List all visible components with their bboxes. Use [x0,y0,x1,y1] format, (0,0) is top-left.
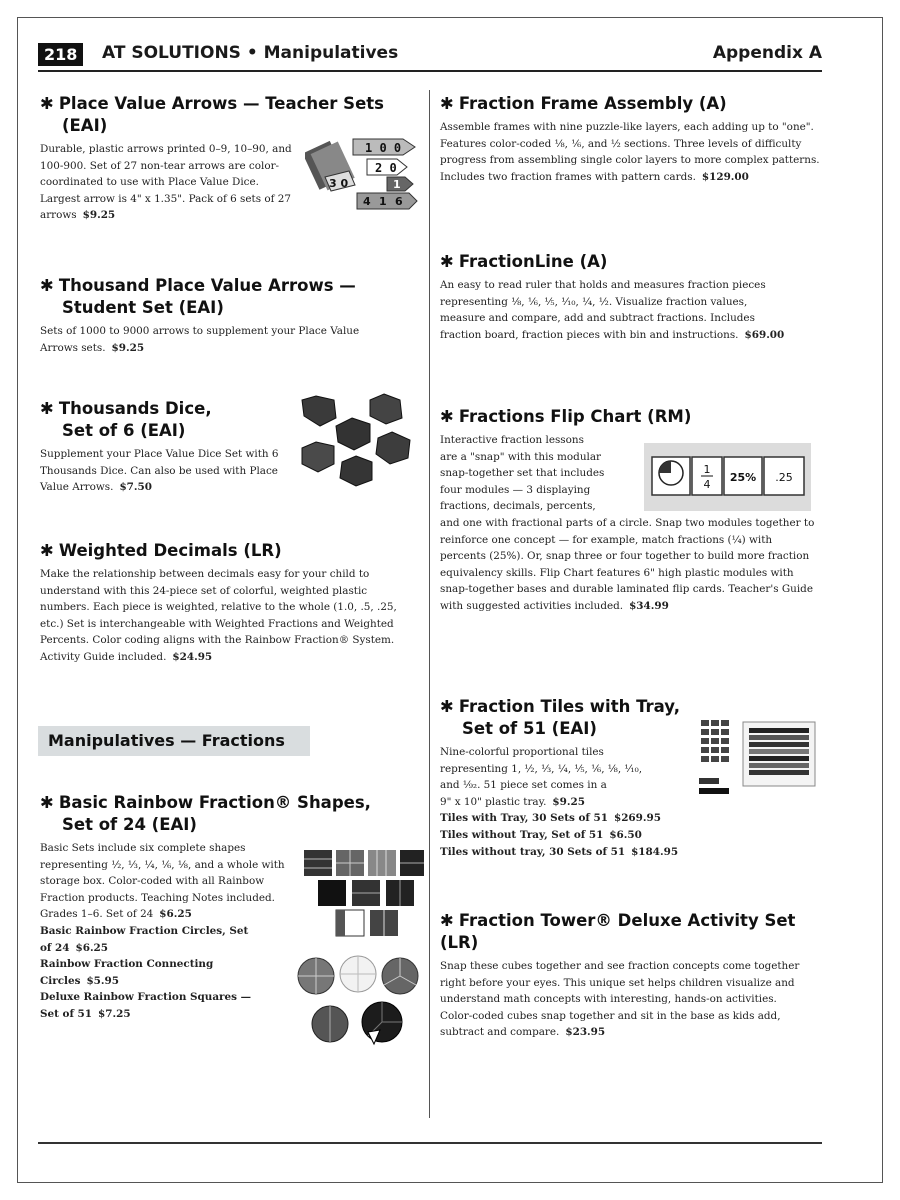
product-price: $9.25 [552,795,585,808]
svg-text:6: 6 [395,195,403,208]
star-icon: ✱ [40,793,54,812]
product-description: Snap these cubes together and see fraction concepts come together right before your eyes. This unique set helps children visualize and understand math concepts with interesting, hands-on activities. Color-coded cubes snap together and sit in the base as kids add, subtract and compare. $23.95 [440,960,800,1039]
svg-text:1: 1 [379,195,387,208]
product-description: Durable, plastic arrows printed 0–9, 10–90, and 100-900. Set of 27 non-tear arrows are color-coordinated to use with Place Value Dice. Largest arrow is 4" x 1.35". Pack of 6 sets of 27 arrows $9.25 [40,143,292,222]
product-fractionline [440,251,825,343]
product-description: Basic Sets include six complete shapes representing ½, ⅓, ¼, ⅙, ⅛, and a whole with storage box. Color-coded with all Rainbow Fraction products. Teaching Notes included. Grades 1–6. Set of 24 $6.25 [40,842,285,921]
svg-text:3 0: 3 0 [329,177,349,190]
product-price: $6.25 [159,908,192,921]
svg-text:4: 4 [363,195,371,208]
product-title: ✱ Thousand Place Value Arrows — Student Set (EAI) [40,276,356,317]
column-divider [429,90,430,1118]
product-thousand-arrows [40,275,415,356]
product-description: Sets of 1000 to 9000 arrows to supplement your Place Value Arrows sets. $9.25 [40,325,360,354]
star-icon: ✱ [40,276,54,295]
product-description: Assemble frames with nine puzzle-like layers, each adding up to "one". Features color-coded ⅛, ⅙, and ½ sections. Three levels of difficulty progress from assembling single color layers to more complex patterns. Includes two fraction frames with pattern cards. $129.00 [440,121,820,183]
price-option: Basic Rainbow Fraction Circles, Set of 24 $6.25 [40,924,249,954]
svg-text:.25: .25 [775,471,793,484]
product-description: Make the relationship between decimals easy for your child to understand with this 24-piece set of colorful, weighted plastic numbers. Each piece is weighted, relative to the whole (1.0, .5, .25, etc.) Set is interchangeable with Weighted Fractions and Weighted Percents. Color coding aligns with the Rainbow Fraction® System. Activity Guide included. $24.95 [40,568,397,663]
place-value-arrows-image [305,125,420,220]
product-price: $34.99 [629,599,669,612]
product-title: ✱ Fraction Frame Assembly (A) [440,94,727,113]
star-icon: ✱ [40,541,54,560]
price-option: Tiles without Tray, Set of 51 $6.50 [440,828,642,841]
star-icon: ✱ [440,697,454,716]
section-heading: Manipulatives — Fractions [48,731,285,750]
price-option: Tiles with Tray, 30 Sets of 51 $269.95 [440,812,661,825]
fraction-squares-image [300,848,428,940]
product-title: ✱ Thousands Dice, Set of 6 (EAI) [40,399,212,440]
svg-text:1 0 0: 1 0 0 [365,141,402,155]
bottom-rule [38,1142,822,1144]
product-price: $9.25 [82,209,116,222]
product-title: ✱ Fractions Flip Chart (RM) [440,407,692,426]
product-description: Supplement your Place Value Dice Set with 6 Thousands Dice. Can also be used with Place Value Arrows. $7.50 [40,448,279,494]
price-option: Tiles without tray, 30 Sets of 51 $184.95 [440,845,679,858]
star-icon: ✱ [440,252,454,271]
fraction-circles-image [296,952,424,1048]
header-title: AT SOLUTIONS • Manipulatives [102,43,399,63]
star-icon: ✱ [440,911,454,930]
star-icon: ✱ [440,94,454,113]
price-option: Rainbow Fraction Connecting Circles $5.95 [40,958,214,987]
star-icon: ✱ [40,399,54,418]
svg-text:1: 1 [703,463,711,476]
product-price: $23.95 [565,1026,606,1039]
page-number: 218 [38,43,83,66]
product-fraction-tower [440,910,830,1041]
star-icon: ✱ [40,94,54,113]
star-icon: ✱ [440,407,454,426]
page-header [38,40,822,72]
product-frame-assembly [440,93,825,185]
product-description: Nine-colorful proportional tiles representing 1, ½, ⅓, ¼, ⅕, ⅙, ⅛, ⅒, and ⅑₂. 51 piece set comes in a 9" x 10" plastic tray. $9.25 [440,746,643,808]
product-price: $69.00 [744,328,785,341]
appendix-label: Appendix A [712,43,822,63]
svg-text:2 0: 2 0 [375,161,397,175]
svg-text:25%: 25% [729,471,757,484]
product-title: ✱ Basic Rainbow Fraction® Shapes, Set of 24 (EAI) [40,793,371,834]
section-heading-band [38,726,310,756]
product-description: An easy to read ruler that holds and measures fraction pieces representing ⅛, ⅙, ⅕, ⅒, ¼, ½. Visualize fraction values, measure and compare, add and subtract fractions. Includes fraction board, fraction pieces with bin and instructions. $69.00 [440,279,785,341]
product-title: ✱ FractionLine (A) [440,252,608,271]
flip-chart-image [644,443,811,511]
product-title: ✱ Fraction Tiles with Tray, Set of 51 (EAI) [440,697,681,738]
product-price: $129.00 [701,170,749,183]
product-price: $24.95 [172,650,213,663]
fraction-tiles-image [693,712,819,800]
product-title: ✱ Place Value Arrows — Teacher Sets (EAI) [40,94,384,135]
thousands-dice-image [296,388,421,488]
product-price: $9.25 [111,341,145,354]
product-description: Interactive fraction lessons are a "snap" with this modular snap-together set that includes four modules — 3 displaying fractions, decimals, percents, and one with fractional parts of a circle. Snap two modules together to reinforce one concept — for example, match fractions (¼) with percents (25%). Or, snap three or four together to build more fraction equivalency skills. Flip Chart features 6" high plastic modules with snap-together bases and durable laminated flip cards. Teacher's Guide with suggested activities included. $34.99 [440,434,815,612]
price-option: Deluxe Rainbow Fraction Squares — Set of 51 $7.25 [40,991,251,1020]
product-weighted-decimals [40,540,420,666]
product-title: ✱ Weighted Decimals (LR) [40,541,282,560]
svg-text:4: 4 [703,478,711,491]
product-title: ✱ Fraction Tower® Deluxe Activity Set (LR) [440,911,796,952]
svg-text:1: 1 [393,178,401,191]
product-price: $7.50 [119,481,152,494]
